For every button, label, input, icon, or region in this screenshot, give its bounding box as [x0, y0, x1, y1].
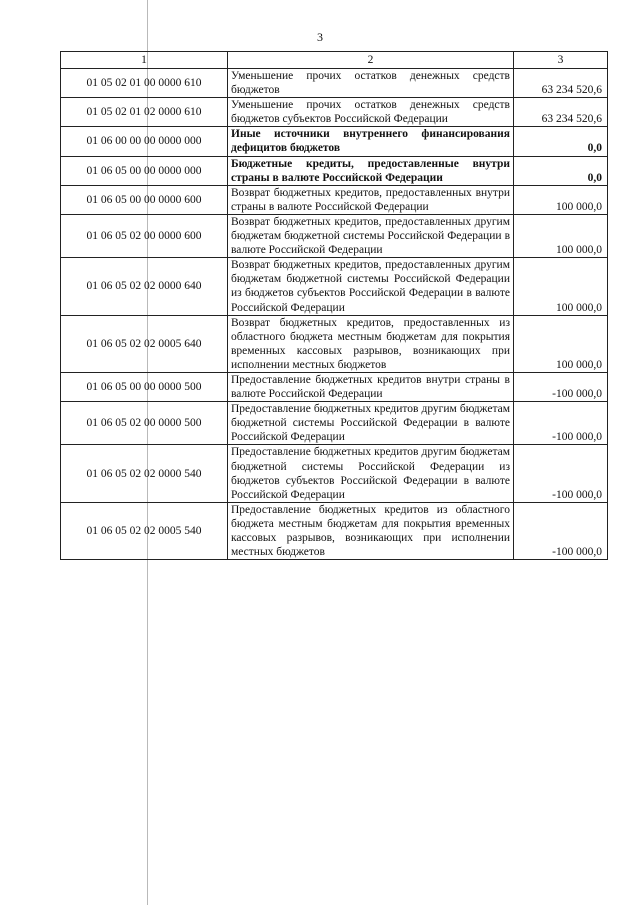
budget-code-cell: 01 05 02 01 00 0000 610	[61, 69, 228, 98]
budget-code-cell: 01 06 05 02 02 0005 540	[61, 502, 228, 559]
budget-code-cell: 01 06 05 02 00 0000 500	[61, 402, 228, 445]
table-row	[61, 214, 608, 257]
column-header-amount: 3	[514, 52, 608, 69]
description-cell: Возврат бюджетных кредитов, предоставленных внутри страны в валюте Российской Федерации	[228, 185, 514, 214]
table-row	[61, 315, 608, 372]
table-row	[61, 372, 608, 401]
amount-cell: -100 000,0	[514, 372, 608, 401]
budget-code-cell: 01 06 00 00 00 0000 000	[61, 127, 228, 156]
description-cell: Предоставление бюджетных кредитов внутри страны в валюте Российской Федерации	[228, 372, 514, 401]
amount-cell: 63 234 520,6	[514, 69, 608, 98]
amount-cell: 0,0	[514, 156, 608, 185]
table-row	[61, 502, 608, 559]
description-cell: Возврат бюджетных кредитов, предоставленных другим бюджетам бюджетной системы Российской Федерации в валюте Российской Федерации	[228, 214, 514, 257]
column-header-code: 1	[61, 52, 228, 69]
amount-cell: 100 000,0	[514, 315, 608, 372]
description-cell: Возврат бюджетных кредитов, предоставленных другим бюджетам бюджетной системы Российской Федерации из бюджетов субъектов Российской Федерации в валюте Российской Федерации	[228, 258, 514, 315]
description-cell: Предоставление бюджетных кредитов другим бюджетам бюджетной системы Российской Федерации из бюджетов субъектов Российской Федерации в валюте Российской Федерации	[228, 445, 514, 502]
table-row	[61, 258, 608, 315]
amount-cell: -100 000,0	[514, 445, 608, 502]
amount-cell: 0,0	[514, 127, 608, 156]
amount-cell: 100 000,0	[514, 214, 608, 257]
amount-cell: 63 234 520,6	[514, 98, 608, 127]
description-cell: Уменьшение прочих остатков денежных средств бюджетов	[228, 69, 514, 98]
description-cell: Уменьшение прочих остатков денежных средств бюджетов субъектов Российской Федерации	[228, 98, 514, 127]
table-row	[61, 69, 608, 98]
amount-cell: 100 000,0	[514, 185, 608, 214]
budget-code-cell: 01 06 05 02 02 0005 640	[61, 315, 228, 372]
amount-cell: 100 000,0	[514, 258, 608, 315]
budget-code-cell: 01 06 05 00 00 0000 500	[61, 372, 228, 401]
description-cell: Предоставление бюджетных кредитов из областного бюджета местным бюджетам для покрытия временных кассовых разрывов, возникающих при исполнении местных бюджетов	[228, 502, 514, 559]
table-row	[61, 156, 608, 185]
budget-code-cell: 01 06 05 02 00 0000 600	[61, 214, 228, 257]
page-number: 3	[317, 30, 323, 44]
description-cell: Возврат бюджетных кредитов, предоставленных из областного бюджета местным бюджетам для покрытия временных кассовых разрывов, возникающих при исполнении местных бюджетов	[228, 315, 514, 372]
amount-cell: -100 000,0	[514, 402, 608, 445]
budget-code-cell: 01 06 05 02 02 0000 540	[61, 445, 228, 502]
budget-sources-table	[60, 51, 608, 560]
budget-code-cell: 01 06 05 00 00 0000 600	[61, 185, 228, 214]
description-cell: Предоставление бюджетных кредитов другим бюджетам бюджетной системы Российской Федерации в валюте Российской Федерации	[228, 402, 514, 445]
table-row	[61, 445, 608, 502]
description-cell: Бюджетные кредиты, предоставленные внутри страны в валюте Российской Федерации	[228, 156, 514, 185]
amount-cell: -100 000,0	[514, 502, 608, 559]
table-row	[61, 185, 608, 214]
table-row	[61, 402, 608, 445]
table-header-row	[61, 52, 608, 69]
table-row	[61, 98, 608, 127]
budget-code-cell: 01 06 05 00 00 0000 000	[61, 156, 228, 185]
column-header-description: 2	[228, 52, 514, 69]
table-row	[61, 127, 608, 156]
budget-code-cell: 01 06 05 02 02 0000 640	[61, 258, 228, 315]
description-cell: Иные источники внутреннего финансирования дефицитов бюджетов	[228, 127, 514, 156]
budget-code-cell: 01 05 02 01 02 0000 610	[61, 98, 228, 127]
